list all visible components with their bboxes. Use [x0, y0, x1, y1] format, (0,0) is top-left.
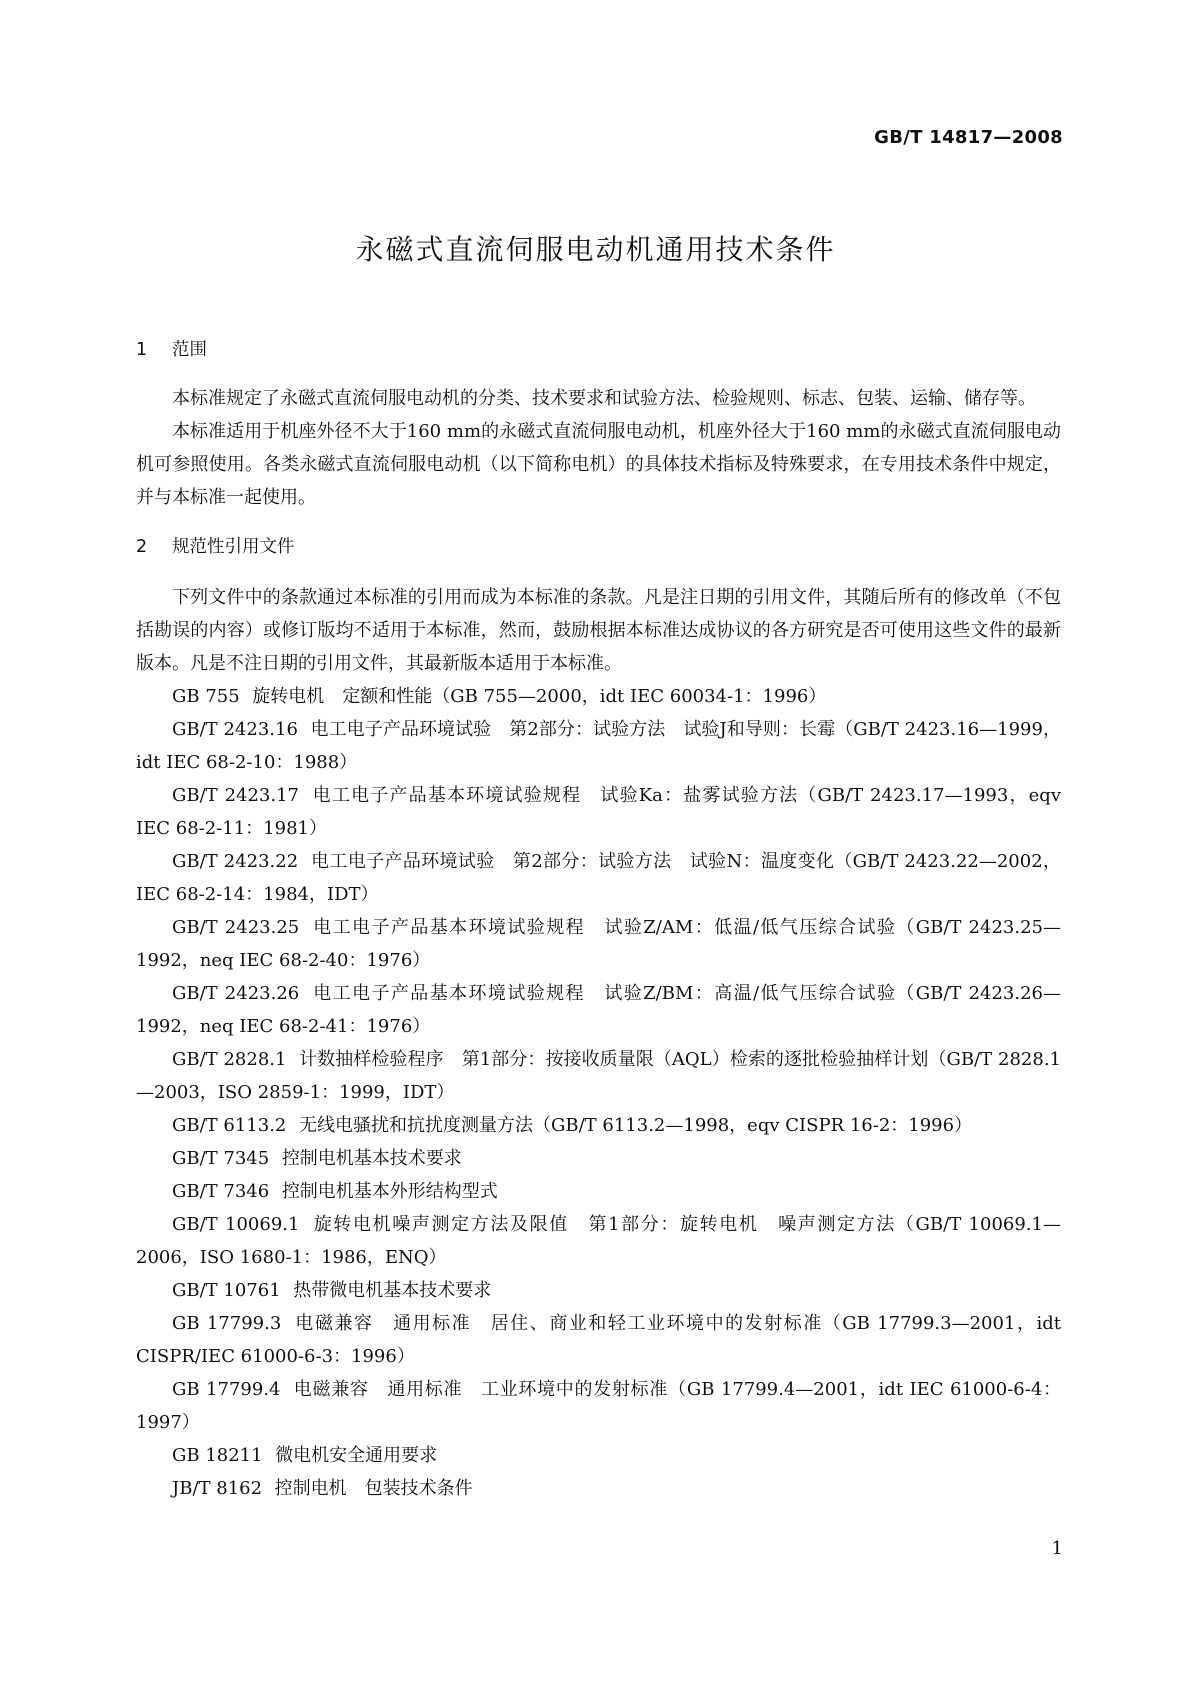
reference-title: 热带微电机基本技术要求 — [293, 1280, 492, 1301]
reference-code: GB/T 2828.1 — [172, 1049, 287, 1070]
reference-title: 电工电子产品基本环境试验规程 试验Ka：盐雾试验方法（GB/T 2423.17—1993，eqv IEC 68-2-11：1981） — [136, 785, 1061, 839]
reference-item — [136, 1043, 1061, 1109]
reference-code: GB/T 2423.26 — [172, 983, 300, 1004]
reference-item — [136, 977, 1061, 1043]
section-heading-scope — [136, 334, 1061, 367]
reference-item — [136, 845, 1061, 911]
reference-item — [136, 1109, 1061, 1142]
reference-code: GB 755 — [172, 686, 240, 707]
reference-code: GB/T 7346 — [172, 1181, 270, 1202]
reference-item — [136, 680, 1061, 713]
reference-item — [136, 713, 1061, 779]
reference-item — [136, 1439, 1061, 1472]
reference-code: GB/T 2423.17 — [172, 785, 300, 806]
reference-code: GB/T 6113.2 — [172, 1115, 287, 1136]
standard-number: GB/T 14817—2008 — [874, 127, 1063, 148]
reference-code: GB/T 2423.22 — [172, 851, 299, 872]
scope-paragraph-1: 本标准规定了永磁式直流伺服电动机的分类、技术要求和试验方法、检验规则、标志、包装、运输、储存等。 — [172, 388, 1036, 409]
reference-title: 电磁兼容 通用标准 居住、商业和轻工业环境中的发射标准（GB 17799.3—2001，idt CISPR/IEC 61000-6-3：1996） — [136, 1313, 1061, 1367]
reference-item — [136, 1175, 1061, 1208]
reference-item — [136, 1472, 1061, 1505]
reference-item — [136, 1142, 1061, 1175]
document-title: 永磁式直流伺服电动机通用技术条件 — [355, 233, 836, 266]
scope-paragraph-2: 本标准适用于机座外径不大于160 mm的永磁式直流伺服电动机，机座外径大于160 mm的永磁式直流伺服电动机可参照使用。各类永磁式直流伺服电动机（以下简称电机）的具体技术指标及特殊要求，在专用技术条件中规定，并与本标准一起使用。 — [136, 421, 1061, 508]
document-body — [136, 334, 1061, 1505]
reference-code: JB/T 8162 — [172, 1478, 263, 1499]
section-number: 1 — [136, 340, 148, 360]
reference-title: 微电机安全通用要求 — [275, 1445, 438, 1466]
reference-item — [136, 1208, 1061, 1274]
reference-title: 电工电子产品环境试验 第2部分：试验方法 试验N：温度变化（GB/T 2423.22—2002，IEC 68-2-14：1984，IDT） — [136, 851, 1061, 905]
reference-title: 旋转电机噪声测定方法及限值 第1部分：旋转电机 噪声测定方法（GB/T 10069.1—2006，ISO 1680-1：1986，ENQ） — [136, 1214, 1061, 1268]
reference-code: GB 17799.3 — [172, 1313, 282, 1334]
section-number: 2 — [136, 537, 148, 557]
reference-code: GB/T 2423.16 — [172, 719, 298, 740]
reference-title: 电工电子产品基本环境试验规程 试验Z/AM：低温/低气压综合试验（GB/T 2423.25—1992，neq IEC 68-2-40：1976） — [136, 917, 1061, 971]
reference-item — [136, 1373, 1061, 1439]
references-intro-paragraph: 下列文件中的条款通过本标准的引用而成为本标准的条款。凡是注日期的引用文件，其随后所有的修改单（不包括勘误的内容）或修订版均不适用于本标准，然而，鼓励根据本标准达成协议的各方研究是否可使用这些文件的最新版本。凡是不注日期的引用文件，其最新版本适用于本标准。 — [136, 587, 1061, 674]
reference-item — [136, 1307, 1061, 1373]
reference-code: GB/T 7345 — [172, 1148, 270, 1169]
reference-title: 计数抽样检验程序 第1部分：按接收质量限（AQL）检索的逐批检验抽样计划（GB/T 2828.1—2003，ISO 2859-1：1999，IDT） — [136, 1049, 1061, 1103]
reference-code: GB/T 2423.25 — [172, 917, 300, 938]
reference-title: 控制电机基本技术要求 — [281, 1148, 462, 1169]
section-title: 范围 — [172, 340, 207, 360]
reference-code: GB 18211 — [172, 1445, 263, 1466]
reference-title: 无线电骚扰和抗扰度测量方法（GB/T 6113.2—1998，eqv CISPR 16-2：1996） — [298, 1115, 973, 1136]
reference-list — [136, 680, 1061, 1505]
reference-item — [136, 1274, 1061, 1307]
reference-title: 控制电机基本外形结构型式 — [281, 1181, 498, 1202]
reference-title: 控制电机 包装技术条件 — [274, 1478, 473, 1499]
reference-title: 电工电子产品环境试验 第2部分：试验方法 试验J和导则：长霉（GB/T 2423.16—1999，idt IEC 68-2-10：1988） — [136, 719, 1061, 773]
section-heading-normative-references — [136, 531, 1061, 564]
reference-item — [136, 779, 1061, 845]
page-number: 1 — [1051, 1538, 1063, 1559]
reference-title: 旋转电机 定额和性能（GB 755—2000，idt IEC 60034-1：1996） — [252, 686, 827, 707]
reference-item — [136, 911, 1061, 977]
reference-title: 电工电子产品基本环境试验规程 试验Z/BM：高温/低气压综合试验（GB/T 2423.26—1992，neq IEC 68-2-41：1976） — [136, 983, 1061, 1037]
reference-code: GB 17799.4 — [172, 1379, 281, 1400]
reference-code: GB/T 10069.1 — [172, 1214, 300, 1235]
reference-code: GB/T 10761 — [172, 1280, 281, 1301]
section-title: 规范性引用文件 — [172, 537, 295, 557]
reference-title: 电磁兼容 通用标准 工业环境中的发射标准（GB 17799.4—2001，idt IEC 61000-6-4：1997） — [136, 1379, 1061, 1433]
